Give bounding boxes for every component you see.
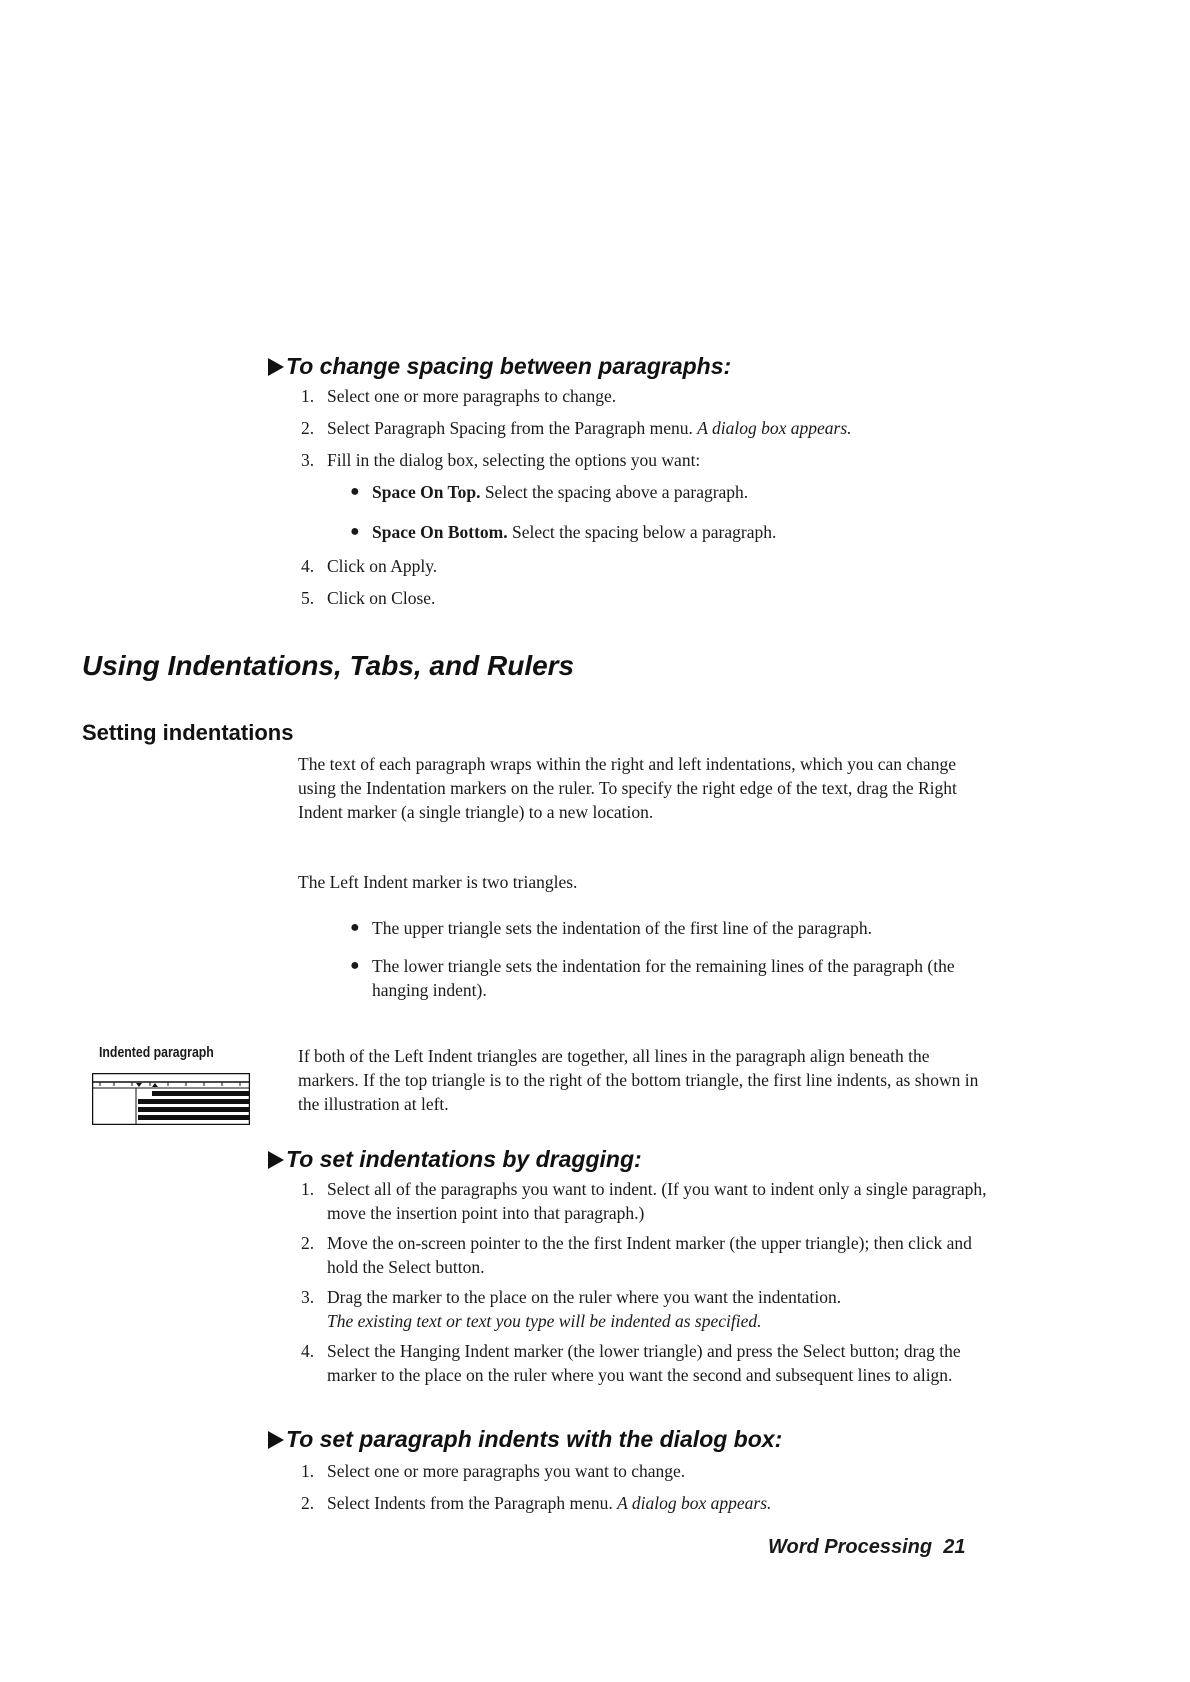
step: 2. Move the on-screen pointer to the the first Indent marker (the upper triangle); then click and hold the Select button. — [301, 1233, 972, 1277]
procedure-heading-text: To set paragraph indents with the dialog box: — [286, 1426, 783, 1452]
body-paragraph: The Left Indent marker is two triangles. — [298, 872, 578, 892]
step: 2. Select Indents from the Paragraph menu. A dialog box appears. — [301, 1493, 772, 1513]
subsection-title: Setting indentations — [82, 720, 294, 745]
indent-bullets — [350, 916, 982, 1002]
step: 3. Fill in the dialog box, selecting the options you want: — [301, 450, 701, 470]
procedure-heading-spacing — [268, 353, 731, 380]
dialog-steps — [301, 1459, 987, 1523]
bullet-icon: ● — [350, 919, 360, 936]
procedure-heading-dragging — [268, 1146, 642, 1173]
step: 1. Select one or more paragraphs to change. — [301, 386, 617, 406]
footer-section: Word Processing — [768, 1536, 933, 1558]
bullet-item: ● The lower triangle sets the indentation for the remaining lines of the paragraph (the hanging indent). — [350, 956, 955, 1000]
step: 4. Select the Hanging Indent marker (the lower triangle) and press the Select button; drag the marker to the place on the ruler where you want the second and subsequent lines to align. — [301, 1341, 961, 1385]
indented-paragraph-figure — [92, 1073, 250, 1125]
arrow-icon — [268, 1151, 284, 1169]
step: 2. Select Paragraph Spacing from the Paragraph menu. A dialog box appears. — [301, 418, 852, 438]
bullet-icon: ● — [350, 483, 360, 500]
procedure-heading-dialog — [268, 1426, 782, 1453]
step: 3. Drag the marker to the place on the ruler where you want the indentation. The existing text or text you type will be indented as specified. — [301, 1287, 842, 1331]
body-paragraph: The text of each paragraph wraps within the right and left indentations, which you can change using the Indentation markers on the ruler. To specify the right edge of the text, drag the Right Indent marker (a single triangle) to a new location. — [298, 754, 957, 822]
spacing-steps-after — [301, 554, 987, 618]
option-item: ● Space On Top. Select the spacing above a paragraph. — [350, 482, 749, 502]
dragging-steps — [301, 1177, 987, 1395]
option-item: ● Space On Bottom. Select the spacing below a paragraph. — [350, 522, 777, 542]
bullet-item: ● The upper triangle sets the indentation of the first line of the paragraph. — [350, 918, 873, 938]
ruler-illustration — [92, 1073, 250, 1125]
arrow-icon — [268, 1431, 284, 1449]
procedure-heading-text: To set indentations by dragging: — [286, 1146, 642, 1172]
spacing-steps — [301, 384, 987, 480]
spacing-options — [350, 480, 972, 544]
body-paragraph: If both of the Left Indent triangles are together, all lines in the paragraph align beneath the markers. If the top triangle is to the right of the bottom triangle, the first line indents, as shown in the illustration at left. — [298, 1046, 979, 1114]
step: 5. Click on Close. — [301, 588, 436, 608]
page-number: 21 — [943, 1536, 966, 1558]
figure-caption: Indented paragraph — [99, 1044, 214, 1061]
procedure-heading-text: To change spacing between paragraphs: — [286, 353, 732, 379]
bullet-icon: ● — [350, 523, 360, 540]
step: 1. Select one or more paragraphs you want to change. — [301, 1461, 686, 1481]
arrow-icon — [268, 358, 284, 376]
page-footer — [768, 1536, 966, 1559]
step: 4. Click on Apply. — [301, 556, 438, 576]
step: 1. Select all of the paragraphs you want to indent. (If you want to indent only a single paragraph, move the insertion point into that paragraph.) — [301, 1179, 987, 1223]
bullet-icon: ● — [350, 957, 360, 974]
section-title: Using Indentations, Tabs, and Rulers — [82, 650, 575, 681]
